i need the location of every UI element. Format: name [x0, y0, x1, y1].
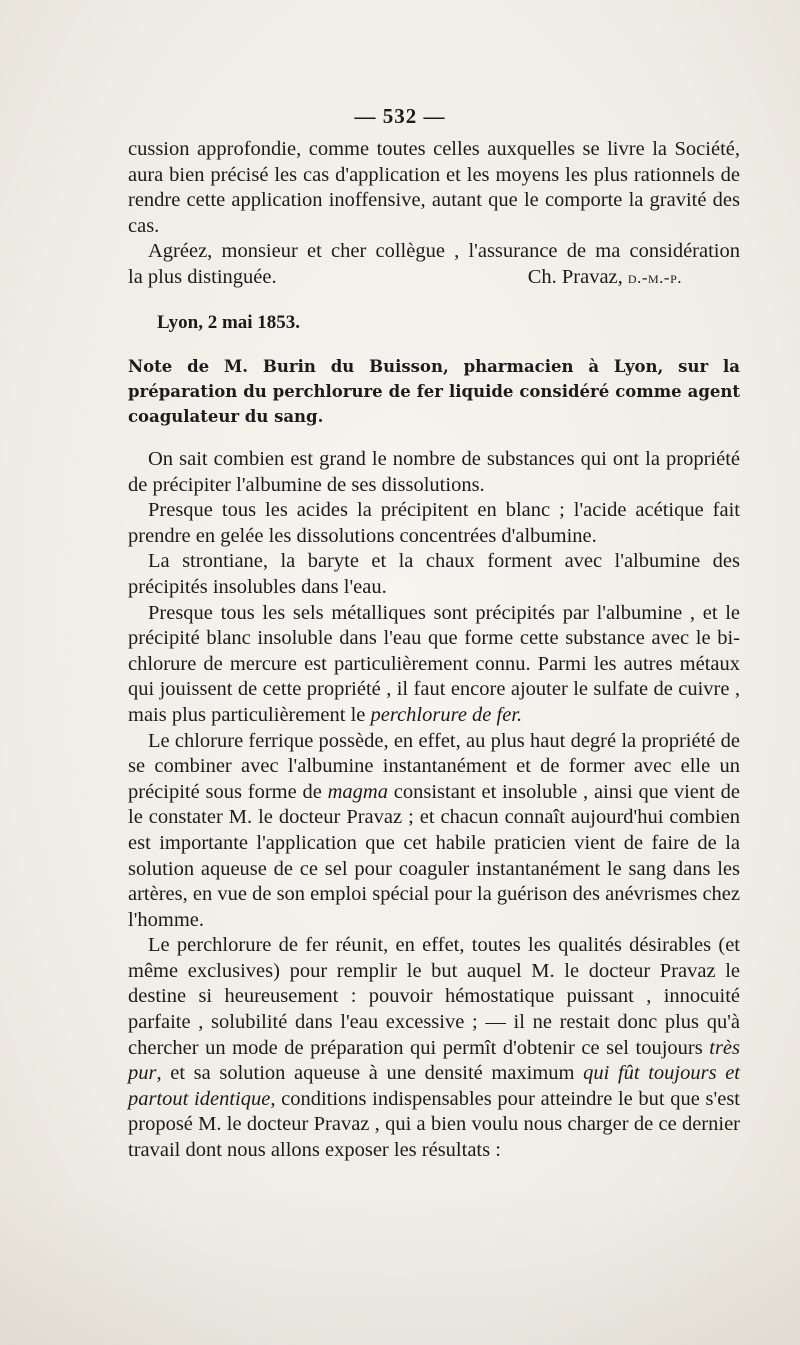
- paragraph-4: [128, 601, 740, 729]
- paragraph-6-text-c: , conditions indispensables pour atteindre le but que s'est proposé M. le docteur Pravaz , qui a bien voulu nous charger de ce dernier travail dont nous allons exposer les résultats :: [128, 1087, 740, 1162]
- note-title: Note de M. Burin du Buisson, pharmacien à Lyon, sur la préparation du perchlorure de fer liquide considéré comme agent coagulateur du sang.: [128, 357, 740, 426]
- paragraph-5-italic: magma: [327, 780, 388, 803]
- page-number: — 532 —: [354, 104, 446, 128]
- letter-ending: [128, 137, 740, 291]
- paragraph-5-text-b: consistant et insoluble , ainsi que vient de le constater M. le docteur Pravaz ; et chacun connaît aujourd'hui combien est importante l'application que cet habile praticien vient de faire de la solution aqueuse de ce sel pour coaguler instantanément le sang dans les artères, en vue de son emploi spécial pour la guérison des anévrismes chez l'homme.: [128, 780, 740, 931]
- paragraph-6-italic-2: qui fût toujours et partout identique: [128, 1062, 740, 1110]
- paragraph-5: [128, 729, 740, 934]
- paper-shading: [0, 1185, 800, 1345]
- place-date: Lyon, 2 mai 1853.: [157, 312, 301, 333]
- signature: [528, 265, 682, 291]
- closing-line: Agréez, monsieur et cher collègue , l'assurance de ma considération: [148, 240, 740, 263]
- paragraph-4-italic: perchlorure de fer.: [370, 703, 523, 726]
- paragraph-3: La strontiane, la baryte et la chaux forment avec l'albumine des précipités insolubles dans l'eau.: [128, 550, 740, 598]
- paragraph-6-text-b: , et sa solution aqueuse à une densité maximum: [156, 1062, 584, 1085]
- closing-tail: la plus distinguée.: [128, 265, 277, 288]
- letter-paragraph: cussion approfondie, comme toutes celles auxquelles se livre la Société, aura bien précisé les cas d'application et les moyens les plus rationnels de rendre cette application inoffensive, autant que le comporte la gravité des cas.: [128, 138, 740, 237]
- paragraph-1: On sait combien est grand le nombre de substances qui ont la propriété de précipiter l'albumine de ses dissolutions.: [128, 448, 740, 496]
- signature-line: [128, 265, 740, 291]
- paragraph-4-text: Presque tous les sels métalliques sont précipités par l'albumine , et le précipité blanc insoluble dans l'eau que forme cette substance avec le bi-chlorure de mercure est particulièrement connu. Parmi les autres métaux qui jouissent de cette propriété , il faut encore ajouter le sulfate de cuivre , mais plus particulièrement le: [128, 601, 740, 726]
- paragraph-2: Presque tous les acides la précipitent en blanc ; l'acide acétique fait prendre en gelée les dissolutions concentrées d'albumine.: [128, 499, 740, 547]
- note-body: [128, 447, 740, 1164]
- paragraph-5-text-a: Le chlorure ferrique possède, en effet, au plus haut degré la propriété de se combiner avec l'albumine instantanément et de former avec elle un précipité sous forme de: [128, 729, 740, 803]
- paragraph-6: [128, 933, 740, 1163]
- paragraph-6-italic-1: très pur: [128, 1036, 740, 1085]
- signature-name: Ch. Pravaz,: [527, 265, 623, 288]
- paragraph-6-text-a: Le perchlorure de fer réunit, en effet, toutes les qualités désirables (et même exclusives) pour remplir le but auquel M. le docteur Pravaz le destine si heureusement : pouvoir hémostatique puissant , innocuité parfaite , solubilité dans l'eau excessive ; — il ne restait donc plus qu'à chercher un mode de préparation qui permît d'obtenir ce sel toujours: [128, 934, 740, 1059]
- signature-title: d.-m.-p.: [627, 267, 682, 287]
